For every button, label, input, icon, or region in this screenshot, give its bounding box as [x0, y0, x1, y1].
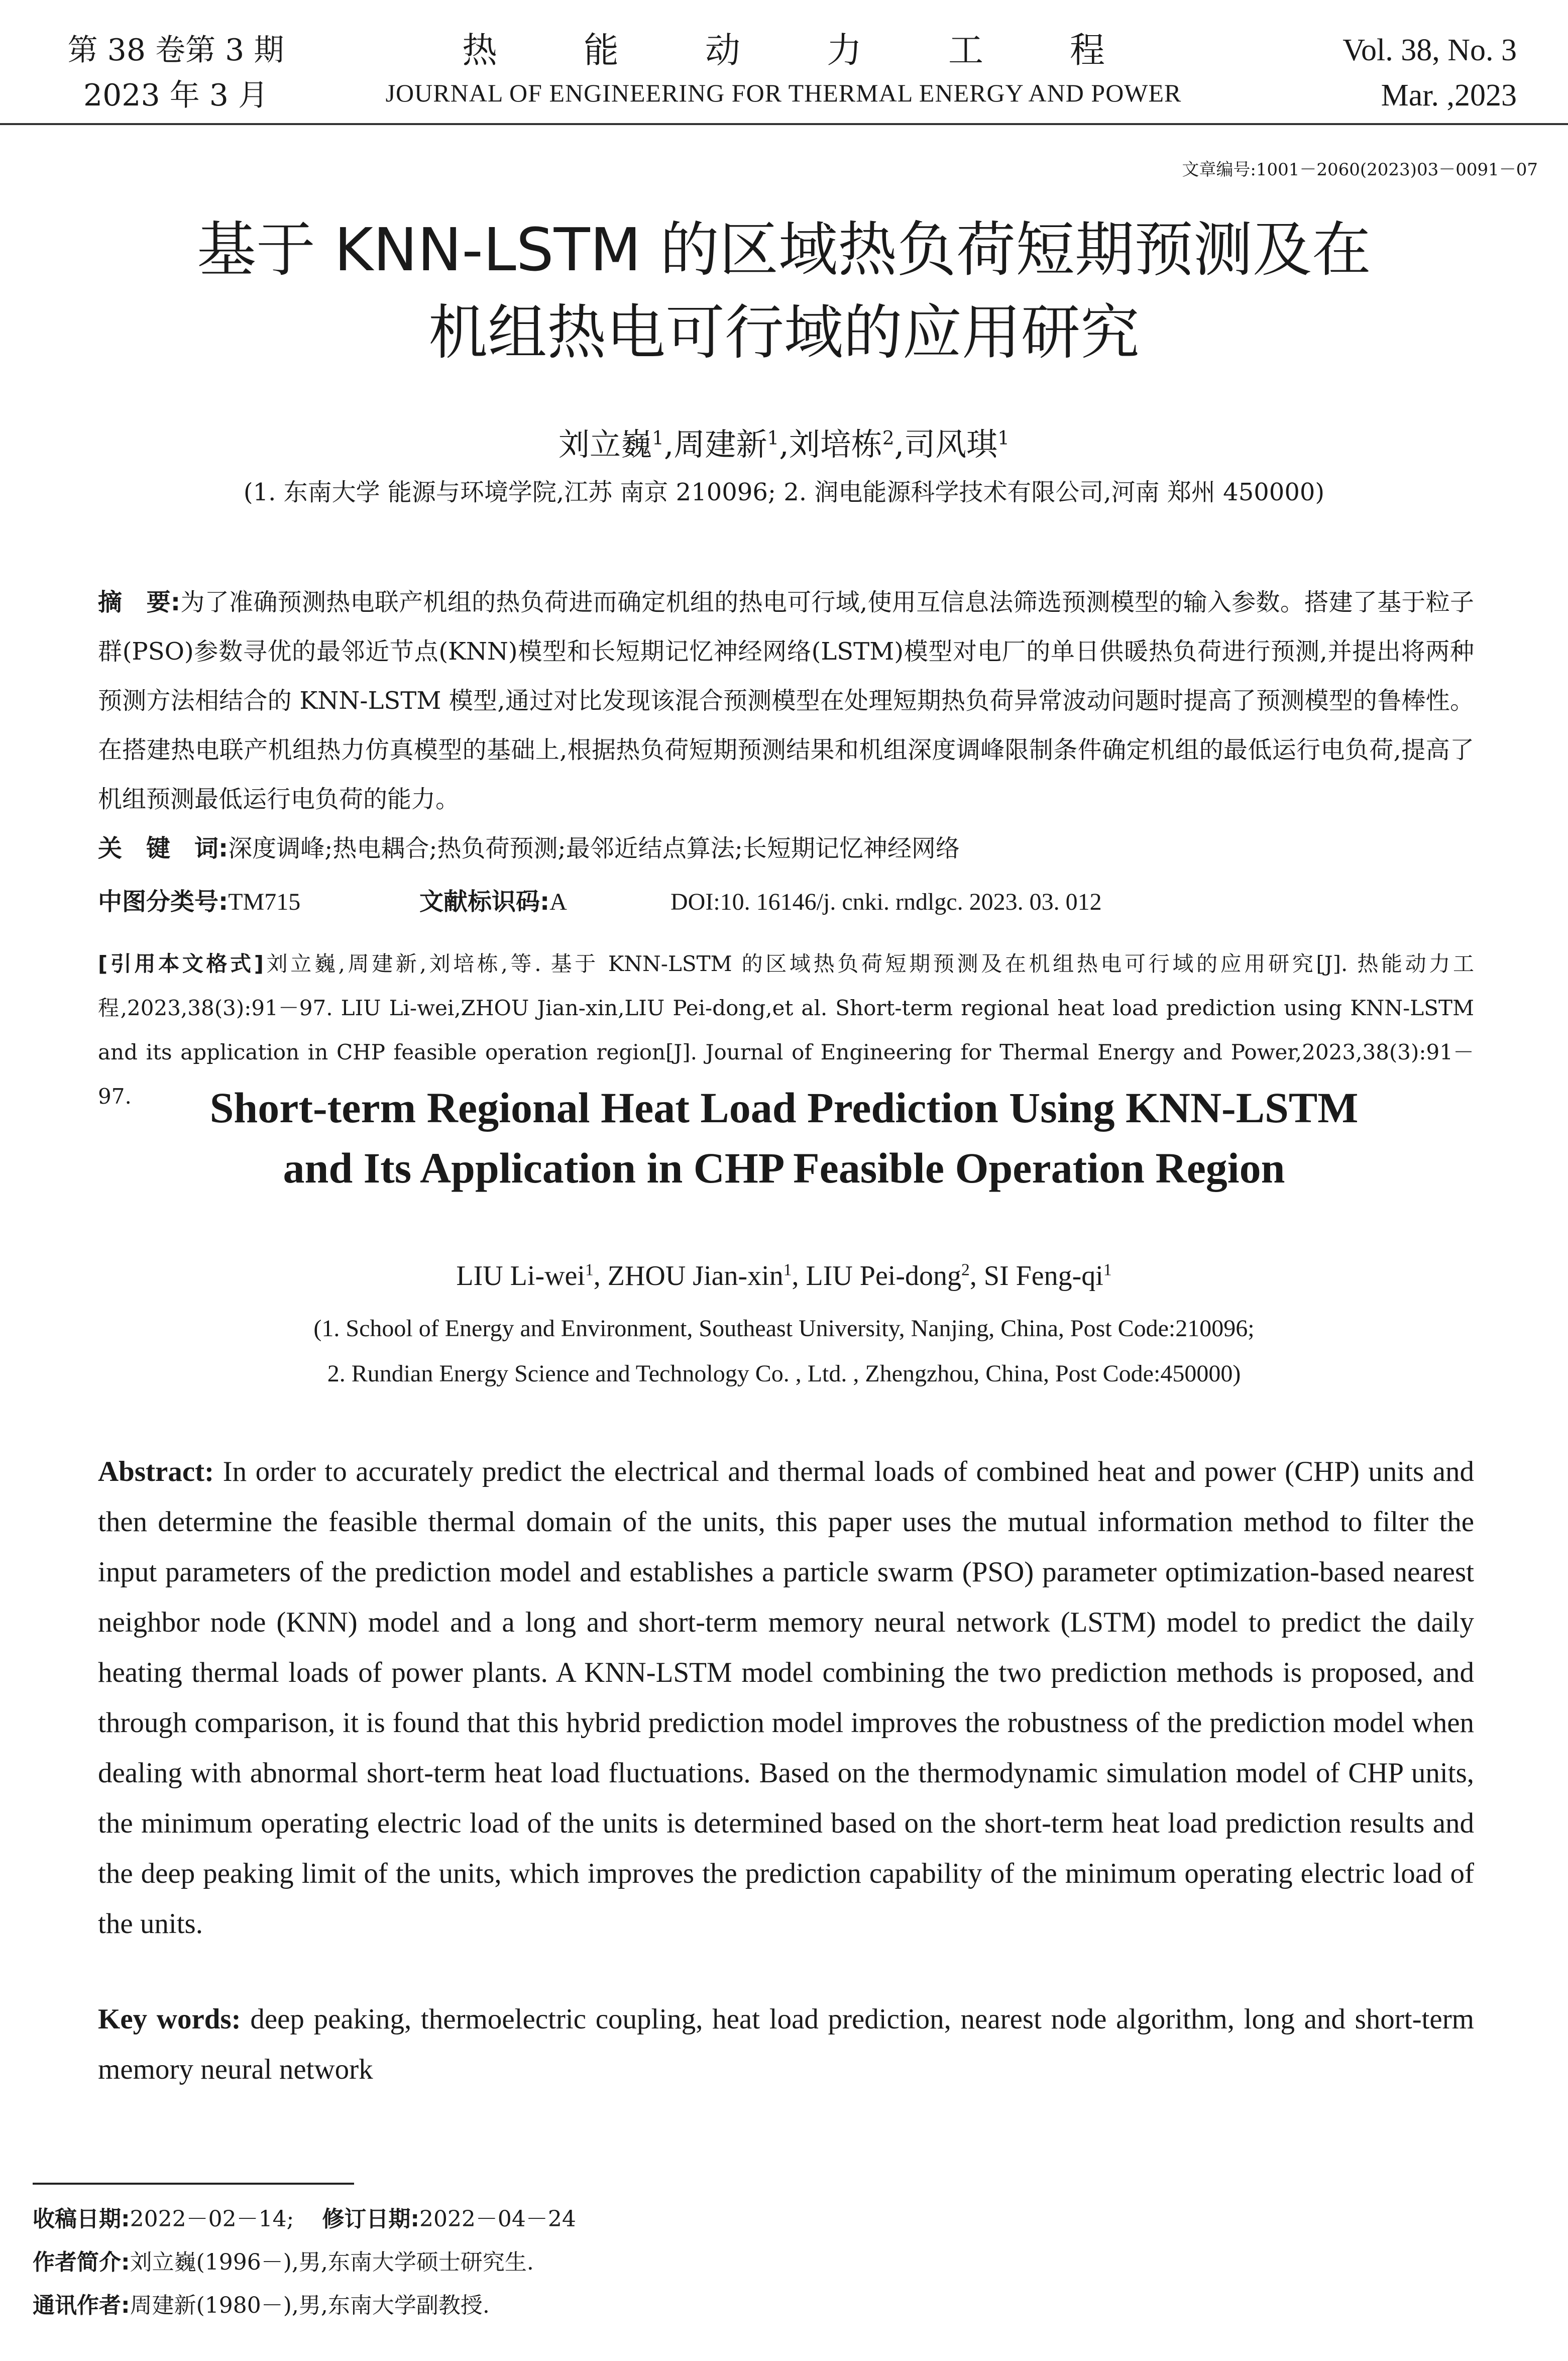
authors-cn: 刘立巍$^1$,周建新$^1$,刘培栋$^2$,司风琪$^1$ [558, 426, 1010, 463]
author-aff: 1 [652, 426, 664, 449]
keywords-en [98, 1994, 1474, 2095]
abstract-cn-label: 摘 要: [98, 588, 181, 616]
journal-char: 力 [827, 30, 862, 71]
journal-char: 热 [462, 30, 497, 71]
author-aff: 2 [961, 1260, 970, 1279]
revised-date: 2022－04－24 [419, 2206, 576, 2232]
title-cn [0, 208, 1568, 374]
doi: DOI:10. 16146/j. cnki. rndlgc. 2023. 03. 012 [670, 889, 1102, 915]
footnote-divider [33, 2183, 354, 2185]
keywords-cn [98, 824, 1474, 873]
citation-text: 刘立巍,周建新,刘培栋,等. 基于 KNN-LSTM 的区域热负荷短期预测及在机组热电可行域的应用研究[J]. 热能动力工程,2023,38(3):91－97. LIU Li-wei,ZHOU Jian-xin,LIU Pei-dong,et al. Short-term regional heat load prediction using KNN-LSTM and its application in CHP feasible operation region[J]. Journal of Engineering for Thermal Energy and Power,2023,38(3):91－97. [98, 951, 1474, 1109]
footnote-author [33, 2241, 1489, 2284]
author-aff: 1 [585, 1260, 594, 1279]
journal-issue-cn [65, 28, 286, 118]
journal-char: 能 [584, 30, 619, 71]
footnotes [33, 2198, 1489, 2327]
journal-char: 工 [948, 30, 983, 71]
affiliation-en-line2: 2. Rundian Energy Science and Technology Co. , Ltd. , Zhengzhou, China, Post Code:450000) [327, 1360, 1241, 1387]
title-en-line2: and Its Application in CHP Feasible Operation Region [283, 1144, 1285, 1192]
author-bio-label: 作者简介: [33, 2249, 130, 2275]
affiliation-en-line1: (1. School of Energy and Environment, Southeast University, Nanjing, China, Post Code:210096; [313, 1315, 1255, 1342]
title-cn-line2: 机组热电可行域的应用研究 [428, 298, 1140, 367]
keywords-en-label: Key words: [98, 2003, 241, 2035]
author-aff: 1 [1103, 1260, 1112, 1279]
journal-name-en: JOURNAL OF ENGINEERING FOR THERMAL ENERGY AND POWER [385, 79, 1182, 107]
author-aff: 1 [767, 426, 779, 449]
author-name: 司风琪 [904, 426, 998, 463]
revised-label: 修订日期: [322, 2206, 419, 2232]
journal-name [352, 28, 1215, 113]
footnote-corresponding [33, 2284, 1489, 2327]
clc-label: 中图分类号: [98, 888, 229, 916]
author-name: LIU Li-wei [456, 1260, 585, 1292]
classification-row [98, 882, 1474, 922]
clc-value: TM715 [228, 889, 301, 915]
author-name: ZHOU Jian-xin [607, 1260, 783, 1292]
doc-code-value: A [549, 889, 567, 915]
footnote-dates [33, 2198, 1489, 2241]
abstract-en-label: Abstract: [98, 1456, 214, 1487]
author-name: LIU Pei-dong [806, 1260, 962, 1292]
citation-label: [引用本文格式] [98, 951, 264, 976]
journal-char: 程 [1070, 30, 1105, 71]
abstract-cn [98, 578, 1474, 824]
title-en [0, 1078, 1568, 1198]
title-cn-line1: 基于 KNN-LSTM 的区域热负荷短期预测及在 [196, 215, 1372, 284]
received-date: 2022－02－14; [130, 2206, 294, 2232]
author-name: 刘培栋 [789, 426, 882, 463]
volume-issue-cn: 第 38 卷第 3 期 [67, 33, 284, 68]
journal-issue-en [1306, 28, 1517, 118]
date-cn: 2023 年 3 月 [83, 78, 269, 113]
author-name: 刘立巍 [558, 426, 652, 463]
abstract-en-text: In order to accurately predict the electrical and thermal loads of combined heat and power (CHP) units and then determine the feasible thermal domain of the units, this paper uses the mutual information method to filter the input parameters of the prediction model and establishes a particle swarm (PSO) parameter optimization-based nearest neighbor node (KNN) model and a long and short-term memory neural network (LSTM) model to predict the daily heating thermal loads of power plants. A KNN-LSTM model combining the two prediction methods is proposed, and through comparison, it is found that this hybrid prediction model improves the robustness of the prediction model when dealing with abnormal short-term heat load fluctuations. Based on the thermodynamic simulation model of CHP units, the minimum operating electric load of the units is determined based on the short-term heat load prediction results and the deep peaking limit of the units, which improves the prediction capability of the minimum operating electric load of the units. [98, 1456, 1475, 1940]
abstract-en [98, 1447, 1474, 1949]
date-en: Mar. ,2023 [1381, 78, 1517, 113]
author-name: 周建新 [674, 426, 767, 463]
affiliations-cn: (1. 东南大学 能源与环境学院,江苏 南京 210096; 2. 润电能源科学技术有限公司,河南 郑州 450000) [243, 478, 1325, 506]
keywords-cn-label: 关 键 词: [98, 834, 229, 863]
abstract-cn-text: 为了准确预测热电联产机组的热负荷进而确定机组的热电可行域,使用互信息法筛选预测模型的输入参数。搭建了基于粒子群(PSO)参数寻优的最邻近节点(KNN)模型和长短期记忆神经网络(LSTM)模型对电厂的单日供暖热负荷进行预测,并提出将两种预测方法相结合的 KNN-LSTM 模型,通过对比发现该混合预测模型在处理短期热负荷异常波动问题时提高了预测模型的鲁棒性。在搭建热电联产机组热力仿真模型的基础上,根据热负荷短期预测结果和机组深度调峰限制条件确定机组的最低运行电负荷,提高了机组预测最低运行电负荷的能力。 [98, 588, 1474, 813]
volume-issue-en: Vol. 38, No. 3 [1342, 33, 1517, 67]
journal-name-cn [352, 28, 1215, 73]
title-en-line1: Short-term Regional Heat Load Prediction Using KNN-LSTM [209, 1084, 1359, 1132]
author-aff: 1 [997, 426, 1010, 449]
author-aff: 2 [882, 426, 894, 449]
keywords-cn-text: 深度调峰;热电耦合;热负荷预测;最邻近结点算法;长短期记忆神经网络 [228, 834, 960, 863]
keywords-en-text: deep peaking, thermoelectric coupling, heat load prediction, nearest node algorithm, long and short-term memory neural network [98, 2003, 1475, 2085]
header-divider [0, 123, 1568, 125]
affiliations-en [0, 1306, 1568, 1397]
author-bio: 刘立巍(1996－),男,东南大学硕士研究生. [130, 2249, 534, 2275]
authors-en: LIU Li-wei$^1$, ZHOU Jian-xin$^1$, LIU Pei-dong$^2$, SI Feng-$qi^1$ [456, 1260, 1112, 1292]
author-aff: 1 [783, 1260, 792, 1279]
article-number: 文章编号:1001－2060(2023)03－0091－07 [1182, 160, 1538, 180]
corresponding-label: 通讯作者: [33, 2293, 130, 2318]
author-name: SI Feng-qi [983, 1260, 1103, 1292]
doc-code-label: 文献标识码: [419, 888, 550, 916]
journal-char: 动 [705, 30, 740, 71]
received-label: 收稿日期: [33, 2206, 130, 2232]
corresponding-author: 周建新(1980－),男,东南大学副教授. [130, 2293, 490, 2318]
